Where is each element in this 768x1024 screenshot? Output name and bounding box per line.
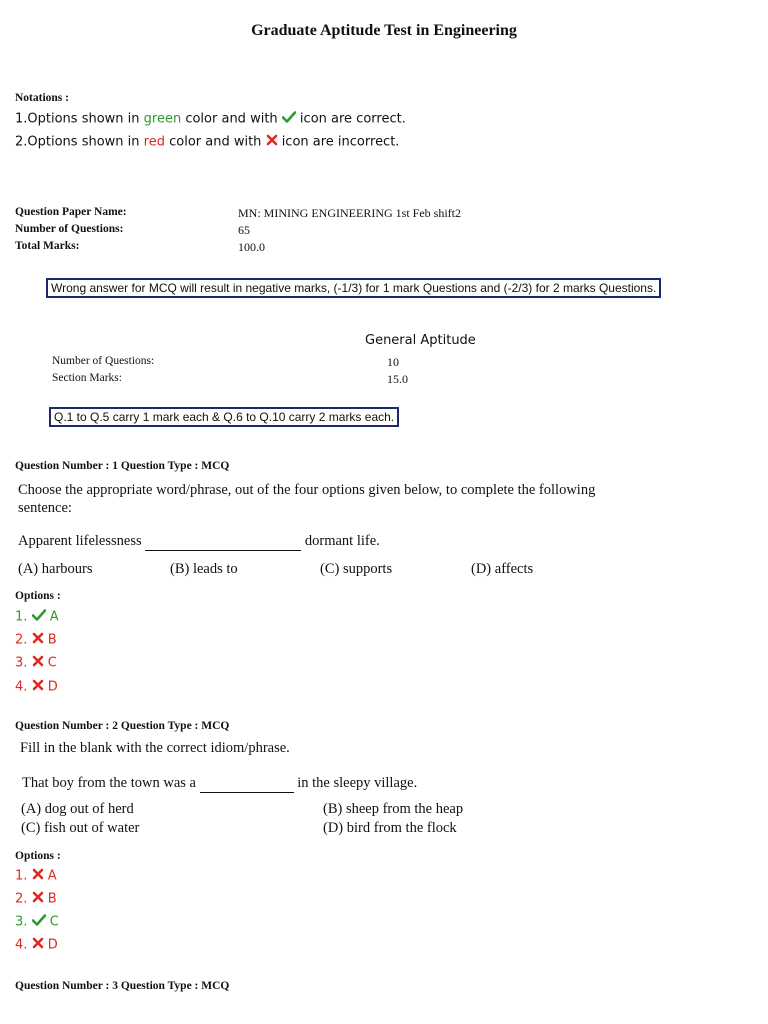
option-letter: D	[47, 679, 58, 695]
total-marks-label: Total Marks:	[15, 240, 80, 252]
question-2-sentence	[22, 775, 417, 793]
question-1-choice-d: (D) affects	[471, 561, 534, 577]
question-1-choice-c: (C) supports	[320, 561, 393, 577]
question-2-option-2	[15, 891, 57, 907]
question-1-option-4	[15, 679, 58, 695]
check-icon	[282, 111, 296, 127]
option-number: 3.	[15, 914, 28, 930]
option-number: 3.	[15, 655, 28, 671]
option-number: 2.	[15, 891, 28, 907]
cross-icon	[32, 937, 44, 953]
option-number: 2.	[15, 632, 28, 648]
option-number: 1.	[15, 609, 28, 625]
option-letter: C	[47, 655, 57, 671]
question-1-option-3	[15, 655, 57, 671]
question-1-sentence-pre: Apparent lifelessness	[18, 533, 142, 549]
question-2-option-4	[15, 937, 58, 953]
notations-heading: Notations :	[15, 92, 69, 104]
question-1-options-label: Options :	[15, 590, 61, 602]
section-marks-label: Section Marks:	[52, 372, 122, 384]
question-2-header: Question Number : 2 Question Type : MCQ	[15, 720, 230, 732]
cross-icon	[32, 655, 44, 671]
option-letter: B	[47, 891, 57, 907]
notation-line-2	[15, 134, 399, 150]
section-title: General Aptitude	[365, 333, 476, 348]
question-2-choice-d: (D) bird from the flock	[323, 820, 457, 836]
question-2-option-1	[15, 868, 57, 884]
section-count-value: 10	[387, 355, 399, 369]
notation-line-1	[15, 111, 406, 127]
notation-1-post: icon are correct.	[295, 111, 406, 127]
question-count-label: Number of Questions:	[15, 223, 124, 235]
cross-icon	[32, 632, 44, 648]
notation-1-color-word: green	[143, 111, 182, 127]
page-title: Graduate Aptitude Test in Engineering	[251, 22, 517, 39]
check-icon	[32, 609, 46, 625]
paper-name-value: MN: MINING ENGINEERING 1st Feb shift2	[238, 206, 461, 220]
question-1-sentence	[18, 533, 380, 551]
question-1-choice-b: (B) leads to	[170, 561, 238, 577]
section-marks-note: Q.1 to Q.5 carry 1 mark each & Q.6 to Q.10 carry 2 marks each.	[49, 407, 399, 427]
question-3-header: Question Number : 3 Question Type : MCQ	[15, 980, 230, 992]
notation-1-pre: Options shown in	[27, 111, 144, 127]
paper-name-label: Question Paper Name:	[15, 206, 127, 218]
notation-1-num: 1.	[15, 111, 28, 127]
notation-2-color-word: red	[143, 134, 165, 150]
notation-2-post: icon are incorrect.	[277, 134, 400, 150]
cross-icon	[266, 134, 278, 150]
question-2-choice-a: (A) dog out of herd	[21, 801, 134, 817]
question-1-blank	[145, 533, 301, 551]
notation-2-num: 2.	[15, 134, 28, 150]
question-2-choice-c: (C) fish out of water	[21, 820, 140, 836]
option-number: 1.	[15, 868, 28, 884]
option-number: 4.	[15, 937, 28, 953]
question-1-header: Question Number : 1 Question Type : MCQ	[15, 460, 230, 472]
question-2-option-3	[15, 914, 59, 930]
section-marks-value: 15.0	[387, 372, 408, 386]
negative-marks-note: Wrong answer for MCQ will result in negative marks, (-1/3) for 1 mark Questions and (-2/3) for 2 marks Questions.	[46, 278, 661, 298]
section-count-label: Number of Questions:	[52, 355, 155, 367]
cross-icon	[32, 891, 44, 907]
check-icon	[32, 914, 46, 930]
question-1-sentence-post: dormant life.	[304, 533, 380, 549]
option-letter: D	[47, 937, 58, 953]
notation-2-pre: Options shown in	[27, 134, 144, 150]
notation-1-mid: color and with	[181, 111, 282, 127]
question-1-option-2	[15, 632, 57, 648]
cross-icon	[32, 679, 44, 695]
notation-2-mid: color and with	[164, 134, 266, 150]
question-2-options-label: Options :	[15, 850, 61, 862]
question-1-text-line-1: Choose the appropriate word/phrase, out of the four options given below, to complete the following	[18, 482, 596, 498]
question-2-sentence-pre: That boy from the town was a	[22, 775, 196, 791]
option-letter: A	[49, 609, 59, 625]
question-count-value: 65	[238, 223, 250, 237]
question-2-text: Fill in the blank with the correct idiom/phrase.	[20, 740, 290, 756]
option-letter: B	[47, 632, 57, 648]
question-1-option-1	[15, 609, 59, 625]
total-marks-value: 100.0	[238, 240, 265, 254]
question-2-blank	[200, 775, 294, 793]
cross-icon	[32, 868, 44, 884]
question-2-choice-b: (B) sheep from the heap	[323, 801, 464, 817]
question-2-sentence-post: in the sleepy village.	[297, 775, 418, 791]
question-1-text-line-2: sentence:	[18, 500, 72, 516]
option-number: 4.	[15, 679, 28, 695]
option-letter: A	[47, 868, 57, 884]
option-letter: C	[49, 914, 59, 930]
question-1-choice-a: (A) harbours	[18, 561, 93, 577]
